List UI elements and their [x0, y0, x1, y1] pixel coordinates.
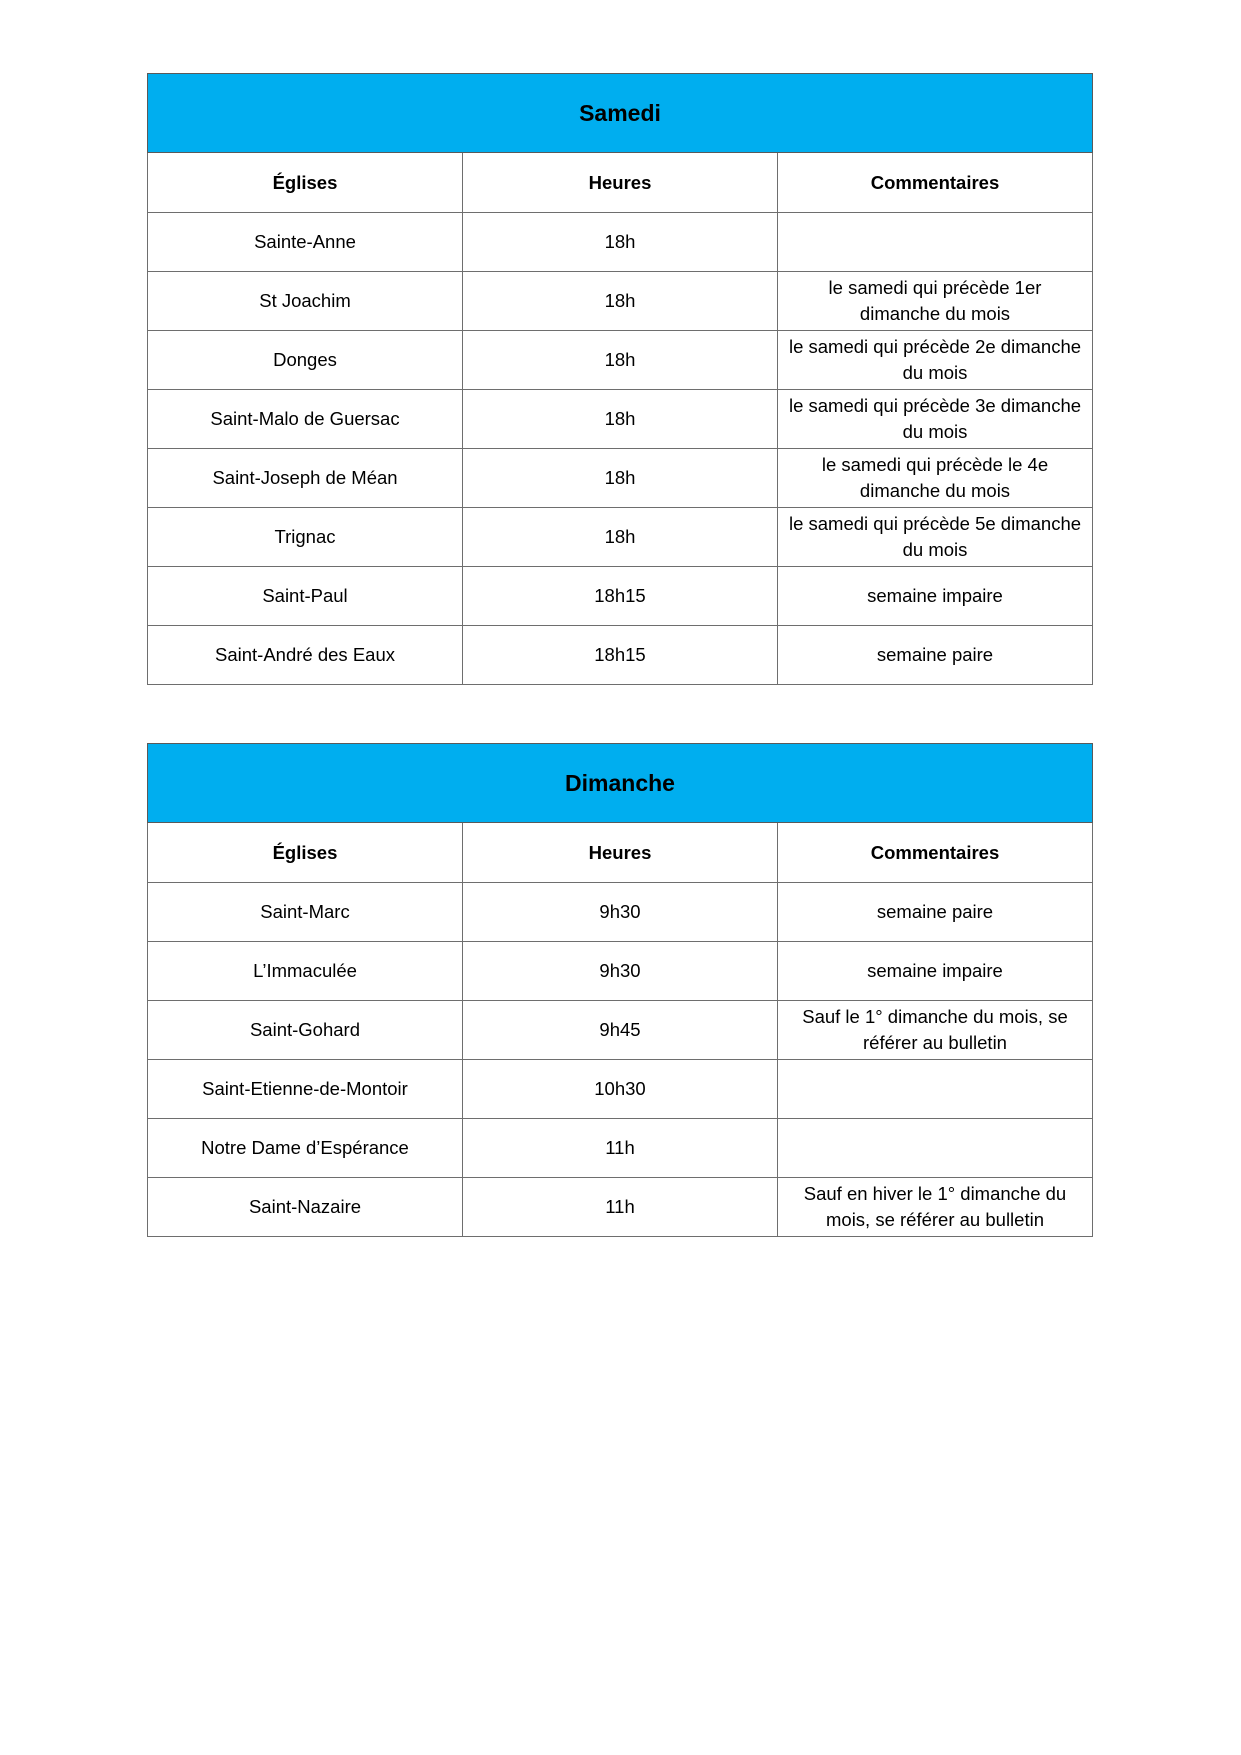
table-row — [148, 331, 1093, 390]
table-row — [148, 213, 1093, 272]
table-row — [148, 626, 1093, 685]
mass-time-cell: 9h45 — [463, 1001, 778, 1060]
church-name-cell: Saint-Joseph de Méan — [148, 449, 463, 508]
comment-cell: le samedi qui précède 3e dimanche du mois — [778, 390, 1093, 449]
table-row — [148, 272, 1093, 331]
church-name-cell: Saint-Etienne-de-Montoir — [148, 1060, 463, 1119]
mass-time-cell: 18h — [463, 213, 778, 272]
table-row — [148, 883, 1093, 942]
samedi-title: Samedi — [148, 74, 1093, 153]
church-name-cell: St Joachim — [148, 272, 463, 331]
church-name-cell: Saint-Paul — [148, 567, 463, 626]
column-header-eglises: Églises — [148, 823, 463, 883]
comment-cell — [778, 213, 1093, 272]
mass-time-cell: 10h30 — [463, 1060, 778, 1119]
mass-time-cell: 18h — [463, 449, 778, 508]
table-row — [148, 449, 1093, 508]
comment-cell: le samedi qui précède 1er dimanche du mois — [778, 272, 1093, 331]
comment-cell: Sauf en hiver le 1° dimanche du mois, se référer au bulletin — [778, 1178, 1093, 1237]
table-row — [148, 1060, 1093, 1119]
comment-cell — [778, 1060, 1093, 1119]
column-header-commentaires: Commentaires — [778, 153, 1093, 213]
comment-cell — [778, 1119, 1093, 1178]
mass-time-cell: 11h — [463, 1119, 778, 1178]
comment-cell: Sauf le 1° dimanche du mois, se référer au bulletin — [778, 1001, 1093, 1060]
church-name-cell: Saint-Marc — [148, 883, 463, 942]
mass-time-cell: 9h30 — [463, 942, 778, 1001]
mass-time-cell: 18h — [463, 272, 778, 331]
mass-time-cell: 18h15 — [463, 626, 778, 685]
church-name-cell: Notre Dame d’Espérance — [148, 1119, 463, 1178]
mass-time-cell: 11h — [463, 1178, 778, 1237]
comment-cell: semaine impaire — [778, 942, 1093, 1001]
table-row — [148, 1001, 1093, 1060]
church-name-cell: Saint-André des Eaux — [148, 626, 463, 685]
comment-cell: le samedi qui précède le 4e dimanche du mois — [778, 449, 1093, 508]
table-row — [148, 567, 1093, 626]
column-header-commentaires: Commentaires — [778, 823, 1093, 883]
mass-time-cell: 9h30 — [463, 883, 778, 942]
church-name-cell: L’Immaculée — [148, 942, 463, 1001]
dimanche-schedule-table — [147, 743, 1093, 1237]
comment-cell: semaine paire — [778, 883, 1093, 942]
table-row — [148, 508, 1093, 567]
church-name-cell: Trignac — [148, 508, 463, 567]
comment-cell: semaine impaire — [778, 567, 1093, 626]
comment-cell: le samedi qui précède 5e dimanche du mois — [778, 508, 1093, 567]
church-name-cell: Saint-Malo de Guersac — [148, 390, 463, 449]
church-name-cell: Donges — [148, 331, 463, 390]
table-row — [148, 1178, 1093, 1237]
dimanche-title: Dimanche — [148, 744, 1093, 823]
column-header-heures: Heures — [463, 823, 778, 883]
table-row — [148, 390, 1093, 449]
column-header-heures: Heures — [463, 153, 778, 213]
mass-time-cell: 18h — [463, 331, 778, 390]
church-name-cell: Saint-Gohard — [148, 1001, 463, 1060]
church-name-cell: Saint-Nazaire — [148, 1178, 463, 1237]
church-name-cell: Sainte-Anne — [148, 213, 463, 272]
comment-cell: semaine paire — [778, 626, 1093, 685]
column-header-eglises: Églises — [148, 153, 463, 213]
table-row — [148, 942, 1093, 1001]
mass-time-cell: 18h15 — [463, 567, 778, 626]
mass-time-cell: 18h — [463, 508, 778, 567]
comment-cell: le samedi qui précède 2e dimanche du mois — [778, 331, 1093, 390]
table-row — [148, 1119, 1093, 1178]
samedi-schedule-table — [147, 73, 1093, 685]
mass-time-cell: 18h — [463, 390, 778, 449]
